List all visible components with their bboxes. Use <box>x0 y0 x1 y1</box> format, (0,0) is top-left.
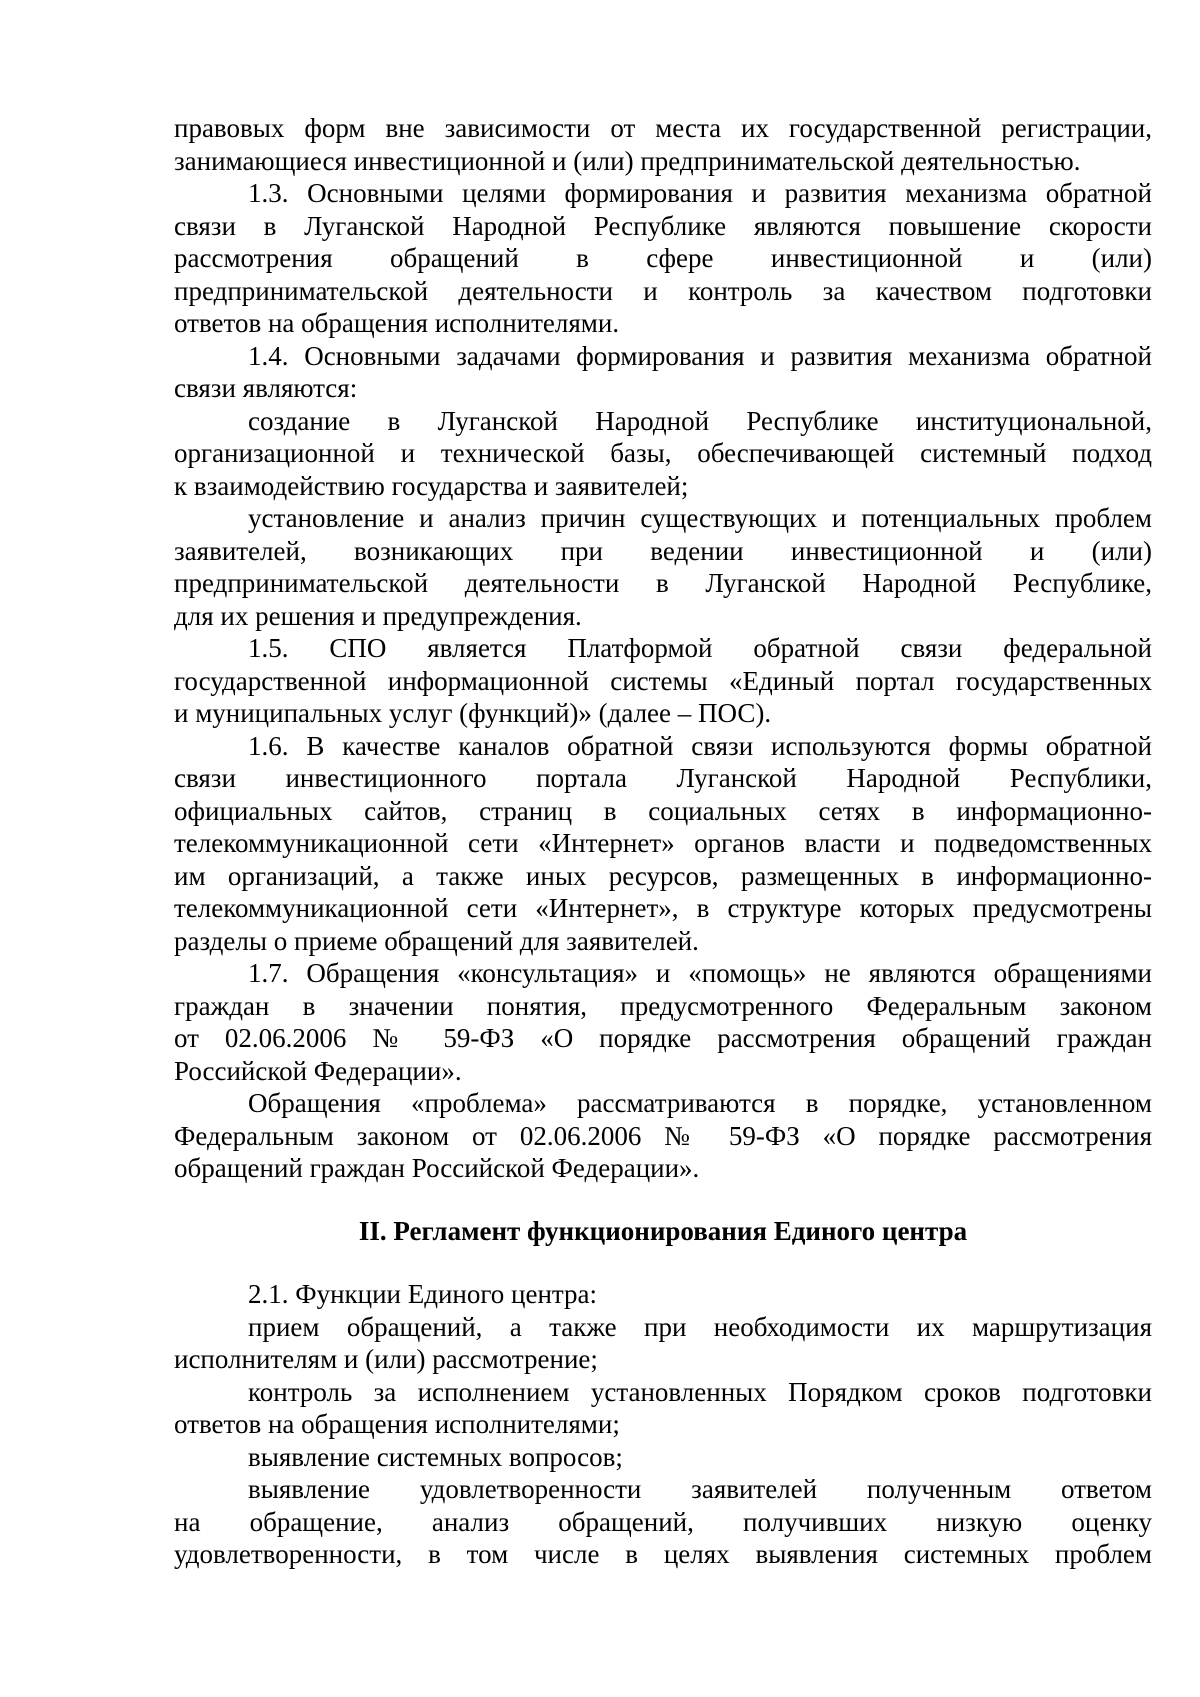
text-line: правовых форм вне зависимости от места их государственной регистрации, <box>174 113 1152 143</box>
text-line: к взаимодействию государства и заявителей; <box>174 470 689 501</box>
text-line: Обращения «проблема» рассматриваются в порядке, установленном <box>248 1088 1152 1118</box>
text-line: 1.6. В качестве каналов обратной связи используются формы обратной <box>248 730 1152 761</box>
text-line: предпринимательской деятельности и контроль за качеством подготовки <box>174 275 1152 306</box>
text-line: 2.1. Функции Единого центра: <box>248 1279 598 1309</box>
text-line: удовлетворенности, в том числе в целях выявления системных проблем <box>174 1539 1152 1569</box>
text-line: обращений граждан Российской Федерации». <box>174 1153 700 1183</box>
paragraph <box>174 112 1152 177</box>
text-line: выявление удовлетворенности заявителей полученным ответом <box>248 1474 1152 1504</box>
text-line: 1.3. Основными целями формирования и развития механизма обратной <box>248 178 1152 208</box>
paragraph-1-4 <box>174 340 1152 405</box>
text-line: рассмотрения обращений в сфере инвестиционной и (или) <box>174 243 1152 273</box>
paragraph-2-1 <box>174 1278 1152 1311</box>
text-line: прием обращений, а также при необходимости их маршрутизация <box>248 1311 1152 1342</box>
text-line: официальных сайтов, страниц в социальных сетях в информационно- <box>174 795 1152 826</box>
text-line: связи являются: <box>174 373 358 403</box>
text-line: заявителей, возникающих при ведении инвестиционной и (или) <box>174 535 1152 566</box>
text-line: связи в Луганской Народной Республике являются повышение скорости <box>174 210 1152 241</box>
text-line: от 02.06.2006 № 59-ФЗ «О порядке рассмотрения обращений граждан <box>174 1023 1152 1053</box>
text-line: и муниципальных услуг (функций)» (далее – ПОС). <box>174 698 772 728</box>
text-line: для их решения и предупреждения. <box>174 600 582 631</box>
paragraph-1-5 <box>174 632 1152 730</box>
text-line: разделы о приеме обращений для заявителей. <box>174 925 699 956</box>
paragraph <box>174 502 1152 632</box>
text-line: исполнителям и (или) рассмотрение; <box>174 1344 598 1374</box>
text-line: контроль за исполнением установленных Порядком сроков подготовки <box>248 1376 1152 1407</box>
paragraph <box>174 1376 1152 1441</box>
text-line: на обращение, анализ обращений, получивших низкую оценку <box>174 1506 1152 1537</box>
text-line: 1.7. Обращения «консультация» и «помощь» не являются обращениями <box>248 958 1152 988</box>
paragraph-1-7 <box>174 957 1152 1087</box>
paragraph <box>174 1311 1152 1376</box>
document-page <box>174 112 1152 1571</box>
text-line: Российской Федерации». <box>174 1055 462 1086</box>
text-line: 1.4. Основными задачами формирования и развития механизма обратной <box>248 340 1152 371</box>
text-line: 1.5. СПО является Платформой обратной связи федеральной <box>248 633 1152 663</box>
text-line: государственной информационной системы «Единый портал государственных <box>174 665 1152 696</box>
text-line: выявление системных вопросов; <box>248 1441 623 1472</box>
paragraph-1-6 <box>174 730 1152 958</box>
text-line: связи инвестиционного портала Луганской Народной Республики, <box>174 763 1152 793</box>
text-line: Федеральным законом от 02.06.2006 № 59-ФЗ «О порядке рассмотрения <box>174 1120 1152 1151</box>
section-heading: II. Регламент функционирования Единого центра <box>358 1215 968 1246</box>
text-line: им организаций, а также иных ресурсов, размещенных в информационно- <box>174 860 1152 891</box>
text-line: ответов на обращения исполнителями. <box>174 308 620 338</box>
paragraph <box>174 405 1152 503</box>
paragraph-1-3 <box>174 177 1152 340</box>
text-line: ответов на обращения исполнителями; <box>174 1409 620 1439</box>
text-line: создание в Луганской Народной Республике институциональной, <box>248 405 1152 436</box>
text-line: предпринимательской деятельности в Луганской Народной Республике, <box>174 568 1152 598</box>
paragraph <box>174 1441 1152 1474</box>
paragraph <box>174 1473 1152 1571</box>
text-line: установление и анализ причин существующих и потенциальных проблем <box>248 503 1152 533</box>
paragraph <box>174 1087 1152 1185</box>
text-line: телекоммуникационной сети «Интернет», в структуре которых предусмотрены <box>174 893 1152 923</box>
text-line: организационной и технической базы, обеспечивающей системный подход <box>174 438 1152 468</box>
text-line: телекоммуникационной сети «Интернет» органов власти и подведомственных <box>174 828 1152 858</box>
text-line: граждан в значении понятия, предусмотренного Федеральным законом <box>174 990 1152 1021</box>
text-line: занимающиеся инвестиционной и (или) предпринимательской деятельностью. <box>174 145 1081 176</box>
